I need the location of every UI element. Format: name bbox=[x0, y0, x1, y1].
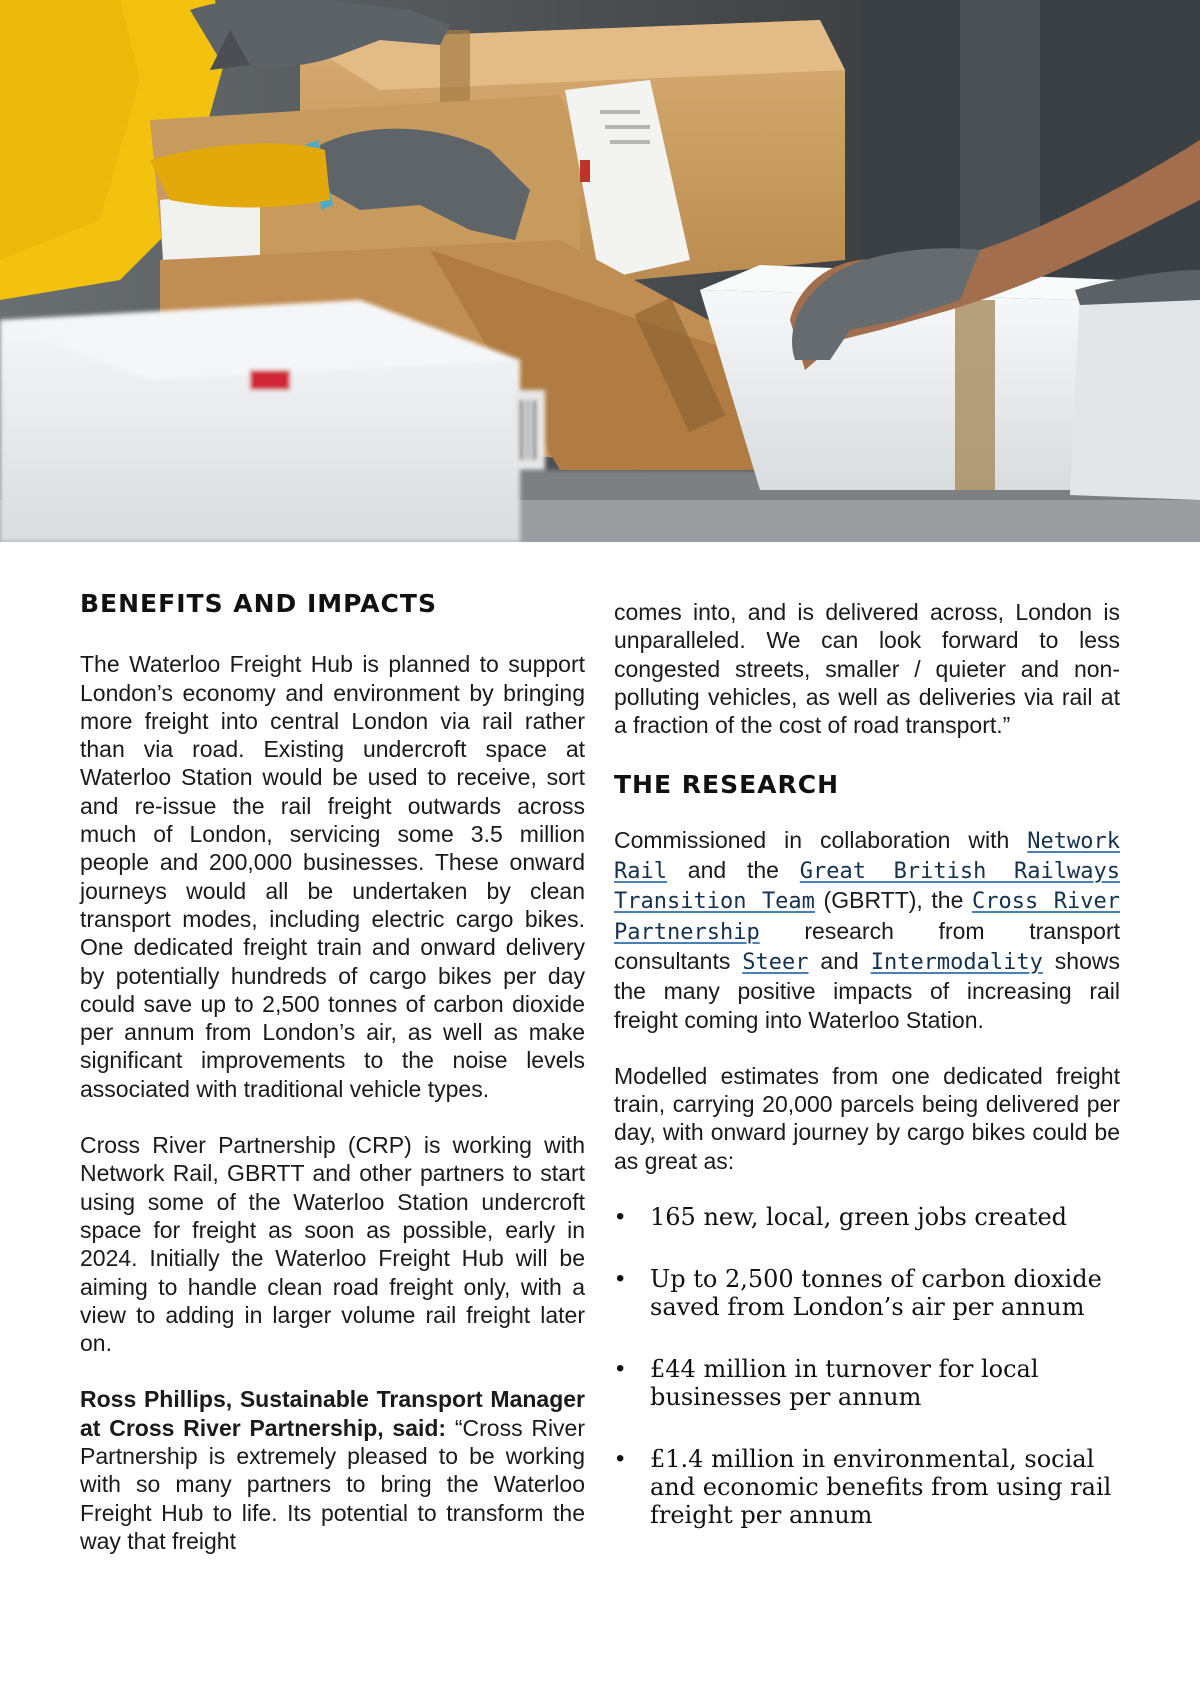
research-text-1: Commissioned in collaboration with bbox=[614, 826, 1028, 853]
quote-text-end: comes into, and is delivered across, London is unparalleled. We can look forward to less congested streets, smaller / quieter and non-polluting vehicles, as well as deliveries via rail at a fraction of the cost of road transport.” bbox=[614, 599, 1120, 739]
quote-attribution: Ross Phillips, Sustainable Transport Manager at Cross River Partnership, said: bbox=[80, 1386, 585, 1441]
link-intermodality[interactable]: Intermodality bbox=[870, 949, 1043, 975]
bullet-text-benefits: £1.4 million in environmental, social and economic benefits from using rail freight per annum bbox=[650, 1445, 1112, 1530]
bullet-text-carbon: Up to 2,500 tonnes of carbon dioxide saved from London’s air per annum bbox=[650, 1265, 1102, 1322]
link-steer[interactable]: Steer bbox=[742, 949, 809, 975]
research-text-3: (GBRTT), the bbox=[814, 887, 973, 914]
paragraph-estimates-intro: Modelled estimates from one dedicated freight train, carrying 20,000 parcels being delivered per day, with onward journey by cargo bikes could be as great as: bbox=[614, 1062, 1120, 1174]
warehouse-parcels-illustration bbox=[0, 0, 1200, 542]
impact-bullet-list bbox=[614, 1203, 1120, 1529]
bullet-icon: • bbox=[616, 1265, 625, 1293]
bullet-text-turnover: £44 million in turnover for local businesses per annum bbox=[650, 1355, 1039, 1412]
link-network-rail[interactable]: Network Rail bbox=[614, 828, 1120, 885]
section-heading-benefits: BENEFITS AND IMPACTS bbox=[80, 589, 437, 618]
paragraph-crp-partners: Cross River Partnership (CRP) is working with Network Rail, GBRTT and other partners to start using some of the Waterloo Station undercroft space for freight as soon as possible, early in 2024. Initially the Waterloo Freight Hub will be aiming to handle clean road freight only, with a view to adding in larger volume rail freight later on. bbox=[80, 1132, 585, 1357]
hero-photo bbox=[0, 0, 1200, 542]
section-heading-research: THE RESEARCH bbox=[614, 770, 840, 800]
list-item bbox=[614, 1445, 1120, 1529]
research-text-4: research from transport consultants bbox=[614, 917, 1120, 974]
research-text-6: shows the many positive impacts of increasing rail freight coming into Waterloo Station. bbox=[614, 947, 1120, 1033]
list-item bbox=[614, 1265, 1120, 1321]
paragraph-quote bbox=[80, 1385, 585, 1555]
bullet-icon: • bbox=[616, 1355, 625, 1383]
paragraph-research bbox=[614, 826, 1120, 1034]
quote-text-start: “Cross River Partnership is extremely pleased to be working with so many partners to bring the Waterloo Freight Hub to life. Its potential to transform the way that freight bbox=[80, 1414, 585, 1554]
bullet-icon: • bbox=[616, 1203, 625, 1231]
research-text-5: and bbox=[808, 947, 871, 974]
list-item bbox=[614, 1355, 1120, 1411]
paragraph-hub-overview: The Waterloo Freight Hub is planned to support London’s economy and environment by bringing more freight into central London via rail rather than via road. Existing undercroft space at Waterloo Station would be used to receive, sort and re-issue the rail freight outwards across much of London, servicing some 3.5 million people and 200,000 businesses. These onward journeys would all be undertaken by clean transport modes, including electric cargo bikes. One dedicated freight train and onward delivery by potentially hundreds of cargo bikes per day could save up to 2,500 tonnes of carbon dioxide per annum from London’s air, as well as make significant improvements to the noise levels associated with traditional vehicle types. bbox=[80, 651, 585, 1102]
list-item bbox=[614, 1203, 1120, 1231]
bullet-text-jobs: 165 new, local, green jobs created bbox=[650, 1203, 1068, 1232]
right-column bbox=[614, 598, 1120, 1563]
research-text-2: and the bbox=[666, 857, 800, 884]
left-column bbox=[80, 590, 585, 1583]
link-gbrtt[interactable]: Great British Railways Transition Team bbox=[614, 859, 1120, 915]
bullet-icon: • bbox=[616, 1445, 625, 1473]
link-cross-river-partnership[interactable]: Cross River Partnership bbox=[614, 889, 1120, 945]
